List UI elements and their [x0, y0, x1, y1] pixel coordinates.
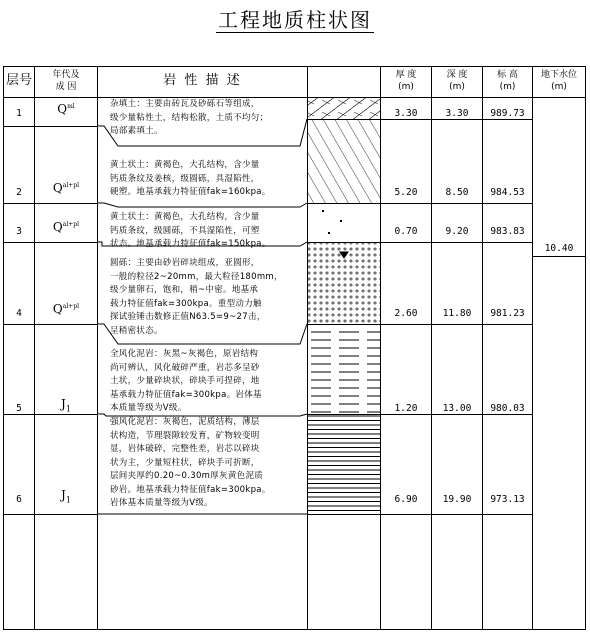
layer-description: [110, 348, 306, 416]
layer-era: $Q^{al+pl}$: [52, 302, 80, 316]
layer-elevation: 980.03: [490, 403, 525, 414]
layer-elevation: 981.23: [490, 308, 525, 319]
layer-thickness: 3.30: [394, 108, 418, 119]
description-line: 全风化泥岩：灰黑~灰褐色，原岩结构: [110, 349, 259, 359]
description-line: 钙质条纹及姜核，级圆砾，具湿陷性，: [110, 173, 260, 184]
description-line: 圆砾：主要由砂岩碎块组成，亚圆形，: [110, 258, 260, 268]
layer-number: 1: [16, 108, 22, 119]
header-description: 岩 性 描 述: [163, 73, 242, 88]
layer-depth: 19.90: [442, 494, 472, 505]
layer-elevation: 983.83: [490, 226, 525, 237]
description-line: 级少量卵石，饱和，稍~中密。地基承: [110, 285, 259, 295]
header-thickness: 厚 度 (m): [395, 70, 417, 92]
description-line: 一般的粒径2~20mm，最大粒径180mm，: [110, 271, 283, 282]
layer-era: $J_1$: [61, 397, 71, 414]
era-subscript: 1: [65, 495, 71, 505]
era-superscript: al+pl: [62, 182, 80, 189]
description-line: 尚可辨认，风化破碎严重，岩芯多呈砂: [110, 362, 260, 373]
layer-number: 5: [16, 403, 22, 414]
description-line: 状为主，少量短柱状，碎块手可折断，: [110, 457, 260, 468]
description-line: 强风化泥岩：灰褐色，泥质结构，薄层: [110, 417, 260, 427]
description-line: 级少量粘性土，结构松散，土质不均匀；: [110, 112, 269, 123]
description-line: 状态。地基承载力特征值fak=150kpa。: [110, 239, 271, 249]
description-line: 钙质条纹，级圆砾，不具湿陷性，可塑: [110, 225, 260, 236]
header-depth: 深 度 (m): [446, 70, 468, 92]
description-line: 硬塑。地基承载力特征值fak=160kpa。: [110, 187, 271, 197]
description-line: 黄土状土：黄褐色，大孔结构，含少量: [110, 160, 260, 170]
layer-thickness: 5.20: [394, 187, 418, 198]
description-line: 基承载力特征值fak=300kpa。岩体基: [110, 389, 262, 400]
layer-thickness: 6.90: [394, 494, 418, 505]
layer-description: [110, 416, 306, 511]
description-line: 载力特征值fak=300kpa。重型动力触: [110, 298, 262, 309]
description-line: 杂填土：主要由砖瓦及砂砾石等组成，: [110, 99, 260, 109]
layer-depth: 9.20: [445, 226, 469, 237]
page-title: 工程地质柱状图: [218, 8, 372, 32]
layer-depth: 3.30: [445, 108, 469, 119]
layer-depth: 13.00: [442, 403, 472, 414]
era-superscript: al+pl: [62, 221, 80, 228]
description-line: 本质量等级为V级。: [110, 403, 187, 413]
water-level-value: 10.40: [544, 243, 574, 254]
layer-era: $Q^{al+pl}$: [52, 181, 80, 195]
lithology-fill-layer2: [308, 119, 380, 203]
era-superscript: al+pl: [62, 303, 80, 310]
layer-description: [110, 211, 306, 252]
layer-depth: 11.80: [442, 308, 472, 319]
layer-era: $J_1$: [61, 488, 71, 505]
description-line: 状构造，节理裂隙较发育，矿物较变明: [110, 430, 260, 441]
header-water-level: 地下水位 (m): [540, 70, 577, 92]
layer-thickness: 0.70: [394, 226, 418, 237]
description-line: 岩体基本质量等级为V级。: [110, 498, 213, 508]
layer-elevation: 984.53: [490, 187, 525, 198]
description-line: 层间夹厚约0.20~0.30m厚灰黄色泥质: [110, 471, 264, 481]
era-subscript: 1: [65, 404, 71, 414]
header-elevation: 标 高 (m): [497, 70, 518, 92]
description-line: 呈稍密状态。: [110, 325, 163, 336]
description-line: 显，岩体破碎，完整性差，岩芯以碎块: [110, 444, 260, 454]
layer-number: 3: [16, 226, 22, 237]
era-superscript: ml: [67, 103, 75, 110]
layer-number: 6: [16, 494, 22, 505]
layer-elevation: 989.73: [490, 108, 525, 119]
lithology-fill-layer1: [308, 97, 380, 119]
lithology-fill-layer5: [308, 324, 380, 414]
header-era: 年代及 成 因: [52, 70, 80, 92]
layer-era: $Q^{ml}$: [57, 102, 75, 116]
description-line: 土状，少量碎块状，碎块手可捏碎，地: [110, 376, 260, 386]
lithology-fill-layer6: [308, 414, 380, 514]
description-line: 局部素填土。: [110, 126, 163, 136]
layer-depth: 8.50: [445, 187, 469, 198]
layer-number: 2: [16, 187, 22, 198]
layer-description: [110, 159, 306, 200]
layer-description: [110, 98, 306, 139]
layer-thickness: 1.20: [394, 403, 418, 414]
description-line: 黄土状土：黄褐色，大孔结构，含少量: [110, 212, 260, 222]
layer-description: [110, 257, 306, 338]
header-layer: 层号: [5, 73, 32, 88]
description-line: 探试验锤击数修正值N63.5=9~27击，: [110, 312, 266, 322]
layer-elevation: 973.13: [490, 494, 525, 505]
layer-era: $Q^{al+pl}$: [52, 220, 80, 234]
layer-number: 4: [16, 308, 22, 319]
layer-thickness: 2.60: [394, 308, 418, 319]
description-line: 砂岩。地基承载力特征值fak=300kpa。: [110, 484, 271, 495]
